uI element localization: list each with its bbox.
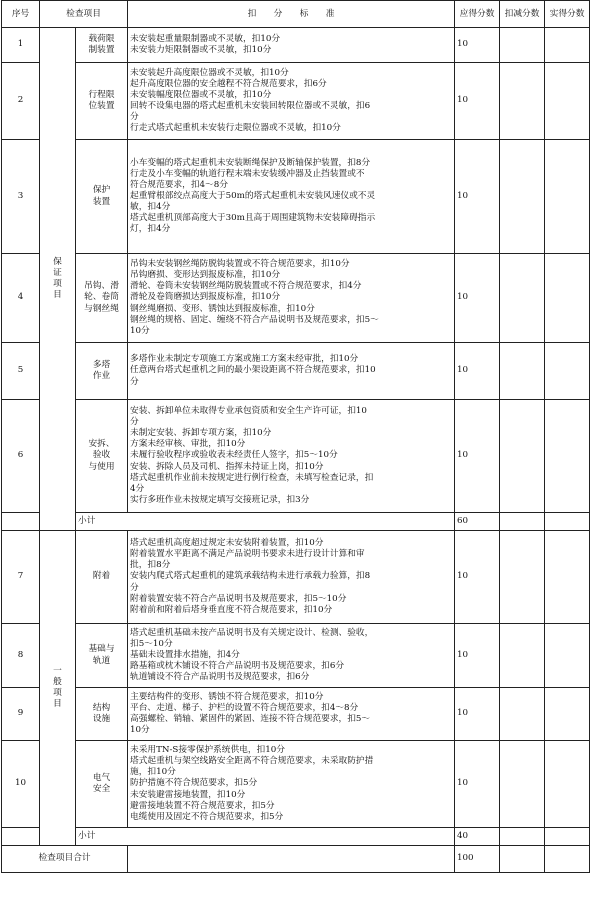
item-name: 安拆、 验收 与使用 xyxy=(76,400,128,513)
item-name: 保护 装置 xyxy=(76,140,128,254)
header-deduct-score: 扣减分数 xyxy=(500,1,545,28)
table-row xyxy=(2,254,590,343)
actual-score-cell[interactable] xyxy=(545,828,590,846)
should-score-value: 10 xyxy=(455,531,500,624)
header-standard: 扣 分 标 准 xyxy=(128,1,455,28)
deduction-standard: 主要结构件的变形、锈蚀不符合规范要求，扣10分 平台、走道、梯子、护栏的设置不符合规范要求，扣4～8分 高强螺栓、销轴、紧固件的紧固、连接不符合规范要求，扣5～ 10分 xyxy=(128,688,455,741)
group-label: 一般项目 xyxy=(53,665,62,709)
item-name: 基础与 轨道 xyxy=(76,624,128,688)
item-name: 载荷限 制装置 xyxy=(76,28,128,63)
row-number: 2 xyxy=(2,63,40,140)
deduction-standard: 多塔作业未制定专项施工方案或施工方案未经审批，扣10分 任意两台塔式起重机之间的最小架设距离不符合规范要求，扣10 分 xyxy=(128,343,455,400)
actual-score-cell[interactable] xyxy=(545,513,590,531)
table-row xyxy=(2,741,590,828)
deduct-score-cell[interactable] xyxy=(500,63,545,140)
subtotal-row xyxy=(2,828,590,846)
actual-score-cell[interactable] xyxy=(545,688,590,741)
total-value: 100 xyxy=(455,846,500,873)
deduction-standard: 塔式起重机基础未按产品说明书及有关规定设计、检测、验收， 扣5～10分 基础未设置排水措施，扣4分 路基箱或枕木铺设不符合产品说明书及规范要求，扣6分 轨道铺设不符合产品说明书及规范要求，扣6分 xyxy=(128,624,455,688)
header-should-score: 应得分数 xyxy=(455,1,500,28)
subtotal-label: 小计 xyxy=(76,828,455,846)
deduct-score-cell[interactable] xyxy=(500,254,545,343)
actual-score-cell[interactable] xyxy=(545,63,590,140)
deduction-standard: 未采用TN-S接零保护系统供电，扣10分 塔式起重机与架空线路安全距离不符合规范要求，未采取防护措 施，扣10分 防护措施不符合规范要求，扣5分 未安装避雷接地装置，扣10分 避雷接地装置不符合规范要求，扣5分 电缆使用及固定不符合规范要求，扣5分 xyxy=(128,741,455,828)
row-number: 5 xyxy=(2,343,40,400)
table-row xyxy=(2,343,590,400)
actual-score-cell[interactable] xyxy=(545,140,590,254)
should-score-value: 10 xyxy=(455,254,500,343)
tower-crane-inspection-table xyxy=(1,0,590,873)
should-score-value: 10 xyxy=(455,624,500,688)
table-header-row xyxy=(2,1,590,28)
deduct-score-cell[interactable] xyxy=(500,140,545,254)
deduction-standard: 未安装起升高度限位器或不灵敏，扣10分 起升高度限位器的安全越程不符合规范要求，扣6分 未安装幅度限位器或不灵敏，扣10分 回转不设集电器的塔式起重机未安装回转限位器或不灵敏，扣6 分 行走式塔式起重机未安装行走限位器或不灵敏，扣10分 xyxy=(128,63,455,140)
deduction-standard: 小车变幅的塔式起重机未安装断绳保护及断轴保护装置，扣8分 行走及小车变幅的轨道行程末端未安装缓冲器及止挡装置或不 符合规范要求，扣4～8分 起重臂根部绞点高度大于50m的塔式起重机未安装风速仪或不灵 敏，扣4分 塔式起重机顶部高度大于30m且高于周围建筑物未安装障碍指示 灯，扣4分 xyxy=(128,140,455,254)
should-score-value: 10 xyxy=(455,28,500,63)
item-name: 多塔 作业 xyxy=(76,343,128,400)
header-actual-score: 实得分数 xyxy=(545,1,590,28)
deduction-standard: 安装、拆卸单位未取得专业承包资质和安全生产许可证，扣10 分 未制定安装、拆卸专项方案，扣10分 方案未经审核、审批，扣10分 未履行验收程序或验收表未经责任人签字，扣5～10分 安装、拆除人员及司机、指挥未持证上岗，扣10分 塔式起重机作业前未按规定进行例行检查，未填写检查记录，扣 4分 实行多班作业未按规定填写交接班记录，扣3分 xyxy=(128,400,455,513)
actual-score-cell[interactable] xyxy=(545,254,590,343)
table-row xyxy=(2,63,590,140)
item-name: 吊钩、滑 轮、卷筒 与钢丝绳 xyxy=(76,254,128,343)
row-number: 7 xyxy=(2,531,40,624)
row-number: 9 xyxy=(2,688,40,741)
table-row xyxy=(2,28,590,63)
row-number: 10 xyxy=(2,741,40,828)
row-number-empty xyxy=(2,828,40,846)
row-number-empty xyxy=(2,513,40,531)
group-guarantee xyxy=(40,28,76,531)
group-label: 保证项目 xyxy=(53,256,62,300)
should-score-value: 10 xyxy=(455,400,500,513)
row-number: 1 xyxy=(2,28,40,63)
actual-score-cell[interactable] xyxy=(545,343,590,400)
should-score-value: 10 xyxy=(455,343,500,400)
deduct-score-cell[interactable] xyxy=(500,624,545,688)
total-standard-empty xyxy=(128,846,455,873)
deduct-score-cell[interactable] xyxy=(500,513,545,531)
subtotal-value: 40 xyxy=(455,828,500,846)
deduct-score-cell[interactable] xyxy=(500,741,545,828)
deduction-standard: 吊钩未安装钢丝绳防脱钩装置或不符合规范要求，扣10分 吊钩磨损、变形达到报废标准，扣10分 滑轮、卷筒未安装钢丝绳防脱装置或不符合规范要求，扣4分 滑轮及卷筒磨损达到报废标准，扣10分 钢丝绳磨损、变形、锈蚀达到报废标准，扣10分 钢丝绳的规格、固定、缠绕不符合产品说明书及规范要求，扣5～ 10分 xyxy=(128,254,455,343)
deduct-score-cell[interactable] xyxy=(500,343,545,400)
table-row xyxy=(2,624,590,688)
table-row xyxy=(2,140,590,254)
deduction-standard: 未安装起重量限制器或不灵敏，扣10分 未安装力矩限制器或不灵敏，扣10分 xyxy=(128,28,455,63)
deduct-score-cell[interactable] xyxy=(500,688,545,741)
deduct-score-cell[interactable] xyxy=(500,400,545,513)
table-row xyxy=(2,400,590,513)
deduct-score-cell[interactable] xyxy=(500,28,545,63)
header-item: 检查项目 xyxy=(40,1,128,28)
row-number: 4 xyxy=(2,254,40,343)
should-score-value: 10 xyxy=(455,741,500,828)
item-name: 行程限 位装置 xyxy=(76,63,128,140)
row-number: 6 xyxy=(2,400,40,513)
actual-score-cell[interactable] xyxy=(545,846,590,873)
deduction-standard: 塔式起重机高度超过规定未安装附着装置，扣10分 附着装置水平距离不满足产品说明书要求未进行设计计算和审 批，扣8分 安装内爬式塔式起重机的建筑承载结构未进行承载力验算，扣8 分 附着装置安装不符合产品说明书及规范要求，扣5～10分 附着前和附着后塔身垂直度不符合规范要求，扣10分 xyxy=(128,531,455,624)
table-row xyxy=(2,688,590,741)
actual-score-cell[interactable] xyxy=(545,400,590,513)
deduct-score-cell[interactable] xyxy=(500,828,545,846)
actual-score-cell[interactable] xyxy=(545,28,590,63)
should-score-value: 10 xyxy=(455,688,500,741)
header-no: 序号 xyxy=(2,1,40,28)
item-name: 电气 安全 xyxy=(76,741,128,828)
subtotal-label: 小计 xyxy=(76,513,455,531)
should-score-value: 10 xyxy=(455,140,500,254)
total-row xyxy=(2,846,590,873)
deduct-score-cell[interactable] xyxy=(500,531,545,624)
subtotal-value: 60 xyxy=(455,513,500,531)
subtotal-row xyxy=(2,513,590,531)
actual-score-cell[interactable] xyxy=(545,624,590,688)
table-row xyxy=(2,531,590,624)
row-number: 8 xyxy=(2,624,40,688)
total-label: 检查项目合计 xyxy=(2,846,128,873)
item-name: 附着 xyxy=(76,531,128,624)
group-general xyxy=(40,531,76,846)
actual-score-cell[interactable] xyxy=(545,741,590,828)
actual-score-cell[interactable] xyxy=(545,531,590,624)
row-number: 3 xyxy=(2,140,40,254)
item-name: 结构 设施 xyxy=(76,688,128,741)
should-score-value: 10 xyxy=(455,63,500,140)
inspection-sheet xyxy=(1,0,589,873)
deduct-score-cell[interactable] xyxy=(500,846,545,873)
